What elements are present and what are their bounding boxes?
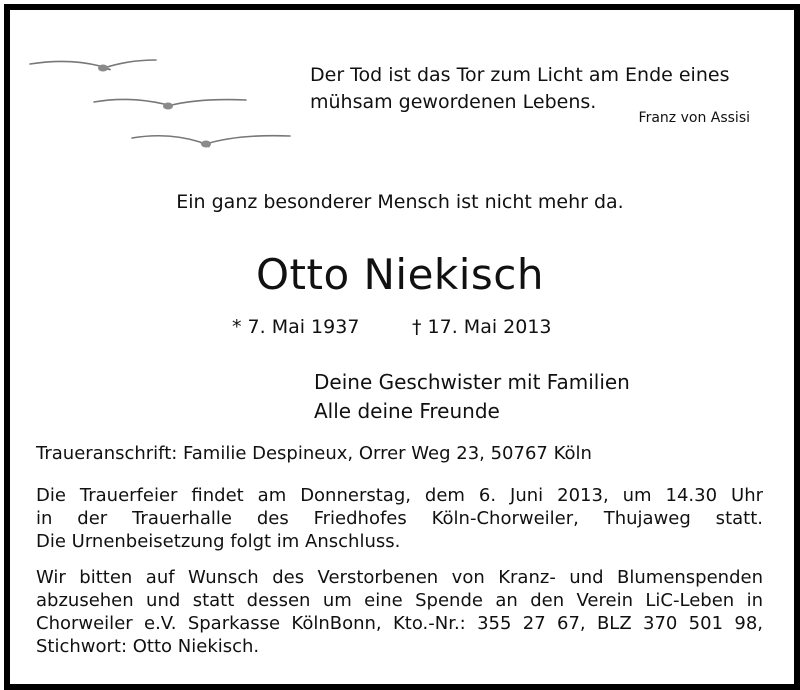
- donation-paragraph: [36, 566, 763, 658]
- mourners-line: Alle deine Freunde: [314, 399, 500, 423]
- donation-line: abzusehen und statt dessen um eine Spende an den Verein LiC-Leben in: [36, 590, 763, 611]
- donation-line: Wir bitten auf Wunsch des Verstorbenen von Kranz- und Blumenspenden: [36, 567, 763, 588]
- intro-text: Ein ganz besonderer Mensch ist nicht mehr da.: [176, 191, 624, 213]
- mourners: [314, 368, 630, 426]
- donation-line: Chorweiler e.V. Sparkasse KölnBonn, Kto.-Nr.: 355 27 67, BLZ 370 501 98,: [36, 613, 763, 634]
- ceremony-paragraph: [36, 484, 763, 553]
- ceremony-line: Die Trauerfeier findet am Donnerstag, dem 6. Juni 2013, um 14.30 Uhr: [36, 485, 763, 506]
- donation-line: Stichwort: Otto Niekisch.: [36, 636, 260, 657]
- bird-icon: [30, 60, 156, 70]
- ceremony-line: Die Urnenbeisetzung folgt im Anschluss.: [36, 531, 401, 552]
- quote-line: Der Tod ist das Tor zum Licht am Ende eines: [310, 64, 730, 86]
- flying-birds-image: [28, 40, 298, 170]
- death-date: † 17. Mai 2013: [412, 316, 552, 338]
- mourning-address: Traueranschrift: Familie Despineux, Orrer Weg 23, 50767 Köln: [36, 443, 592, 464]
- quote-line: mühsam gewordenen Lebens.: [310, 91, 597, 113]
- birth-date: * 7. Mai 1937: [232, 316, 360, 338]
- deceased-name: Otto Niekisch: [255, 250, 545, 299]
- ceremony-line: in der Trauerhalle des Friedhofes Köln-Chorweiler, Thujaweg statt.: [36, 508, 763, 529]
- quote-author: Franz von Assisi: [638, 110, 750, 126]
- mourners-line: Deine Geschwister mit Familien: [314, 370, 630, 394]
- bird-icon: [132, 136, 290, 147]
- quote: [310, 62, 729, 116]
